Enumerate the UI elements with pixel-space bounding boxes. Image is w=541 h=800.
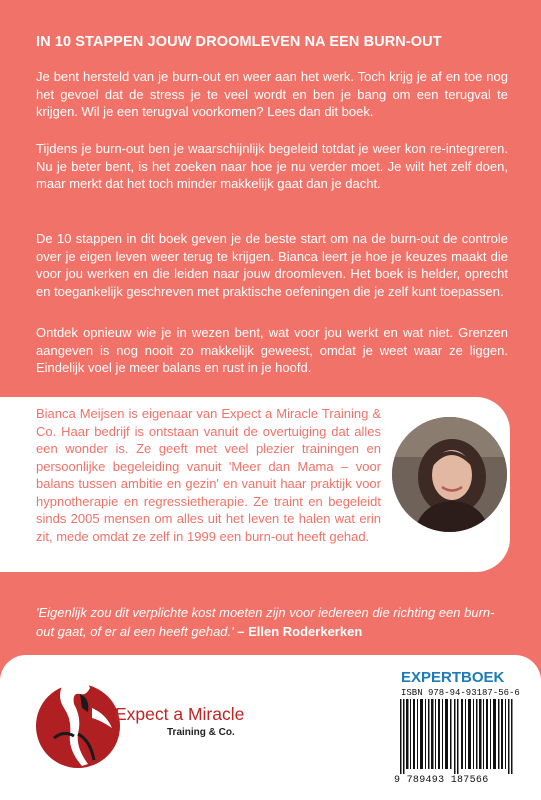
logo-name: Expect a Miracle — [115, 704, 245, 724]
cover-heading: IN 10 STAPPEN JOUW DROOMLEVEN NA EEN BURN-OUT — [36, 34, 442, 50]
author-photo — [392, 417, 507, 532]
barcode-digits: 9 789493 187566 — [394, 775, 489, 786]
review-quote — [36, 604, 508, 641]
quote-author: – Ellen Roderkerken — [237, 623, 363, 639]
intro-paragraph-1: Je bent hersteld van je burn-out en weer aan het werk. Toch krijg je af en toe nog het gevoel dat de stress je te veel wordt en ben je bang om een terugval te krijgen. Wil je een terugval voorkomen? Lees dan dit boek. — [36, 69, 508, 119]
intro-paragraph-4: Ontdek opnieuw wie je in wezen bent, wat voor jou werkt en wat niet. Grenzen aangeven is nog nooit zo makkelijk geweest, omdat je weet waar ze liggen. Eindelijk voel je meer balans en rust in je hoofd. — [36, 325, 508, 375]
quote-text: 'Eigenlijk zou dit verplichte kost moeten zijn voor iedereen die richting een burn-out gaat, of er al een heeft gehad.' — [36, 605, 495, 639]
isbn-label: ISBN 978-94-93187-56-6 — [401, 688, 520, 698]
publisher-logo: EXPERTBOEK — [401, 669, 505, 686]
logo-subtitle: Training & Co. — [167, 727, 235, 738]
barcode — [400, 699, 513, 774]
author-bio: Bianca Meijsen is eigenaar van Expect a Miracle Training & Co. Haar bedrijf is ontstaan vanuit de overtuiging dat alles een wonder is. Ze geeft met veel plezier trainingen en persoonlijke begeleiding vanuit 'Meer dan Mama – voor balans tussen ambitie en gezin' en vanuit haar praktijk voor hypnotherapie en regressietherapie. Ze traint en begeleidt sinds 2005 mensen om alles uit het leven te halen wat erin zit, mede omdat ze zelf in 1999 een burn-out heeft gehad. — [36, 406, 381, 544]
intro-paragraph-2: Tijdens je burn-out ben je waarschijnlijk begeleid totdat je weer kon re-integreren. Nu je beter bent, is het zoeken naar hoe je nu verder moet. Je wilt het zelf doen, maar merkt dat het toch minder makkelijk gaat dan je dacht. — [36, 141, 508, 191]
intro-paragraph-3: De 10 stappen in dit boek geven je de beste start om na de burn-out de controle over je eigen leven weer terug te krijgen. Bianca leert je hoe je keuzes maakt die voor jou werken en die leiden naar jouw droomleven. Het boek is helder, oprecht en toegankelijk geschreven met praktische oefeningen die je zelf kunt toepassen. — [36, 231, 508, 299]
